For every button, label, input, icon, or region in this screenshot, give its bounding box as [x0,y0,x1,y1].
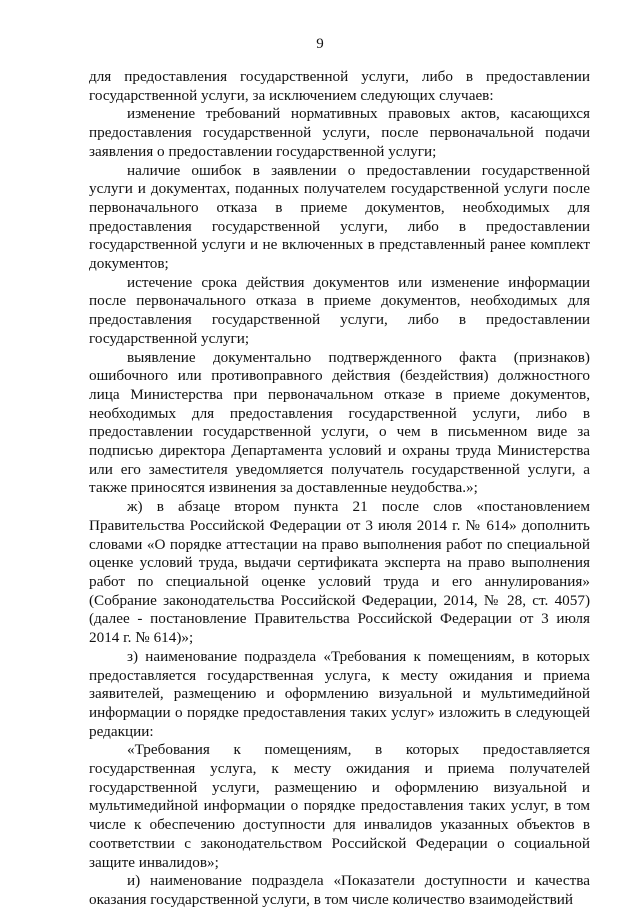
document-body [89,68,590,910]
paragraph-item-i: и) наименование подраздела «Показатели доступности и качества оказания государственной услуги, в том числе количество взаимодействий [89,872,590,908]
paragraph-item-z: з) наименование подраздела «Требования к помещениям, в которых предоставляется государственная услуга, к месту ожидания и приема заявителей, размещению и оформлению визуальной и мультимедийной информации о порядке предоставления таких услуг» изложить в следующей редакции: [89,647,590,740]
paragraph-errors: наличие ошибок в заявлении о предоставлении государственной услуги и документах, поданных получателем государственной услуги после первоначального отказа в приеме документов, необходимых для предоставления государственной услуги, либо в предоставлении государственной услуги и не включенных в представленный ранее комплект документов; [89,161,590,273]
paragraph-wrongful-action: выявление документально подтвержденного факта (признаков) ошибочного или противоправного действия (бездействия) должностного лица Министерства при первоначальном отказе в приеме документов, необходимых для предоставления государственной услуги, либо в предоставлении государственной услуги, о чем в письменном виде за подписью директора Департамента условий и охраны труда Министерства или его заместителя уведомляется получатель государственной услуги, а также приносятся извинения за доставленные неудобства.»; [89,348,590,497]
paragraph-item-zh: ж) в абзаце втором пункта 21 после слов «постановлением Правительства Российской Федерации от 3 июля 2014 г. № 614» дополнить словами «О порядке аттестации на право выполнения работ по специальной оценке условий труда, выдачи сертификата эксперта на право выполнения работ по специальной оценке условий труда и его аннулирования» (Собрание законодательства Российской Федерации, 2014, № 28, ст. 4057) (далее - постановление Правительства Российской Федерации от 3 июля 2014 г. № 614)»; [89,498,590,647]
paragraph-expiry: истечение срока действия документов или изменение информации после первоначального отказа в приеме документов, необходимых для предоставления государственной услуги, либо в предоставлении государственной услуги; [89,273,590,347]
paragraph-quoted-title: «Требования к помещениям, в которых предоставляется государственная услуга, к месту ожидания и приема получателей государственной услуги, размещению и оформлению визуальной и мультимедийной информации о порядке предоставления таких услуг, в том числе к обеспечению доступности для инвалидов указанных объектов в соответствии с законодательством Российской Федерации о социальной защите инвалидов»; [89,741,590,871]
paragraph-requirements-change: изменение требований нормативных правовых актов, касающихся предоставления государственной услуги, после первоначальной подачи заявления о предоставлении государственной услуги; [89,105,590,160]
page-number: 9 [316,36,324,52]
paragraph-continuation: для предоставления государственной услуги, либо в предоставлении государственной услуги, за исключением следующих случаев: [89,68,590,104]
